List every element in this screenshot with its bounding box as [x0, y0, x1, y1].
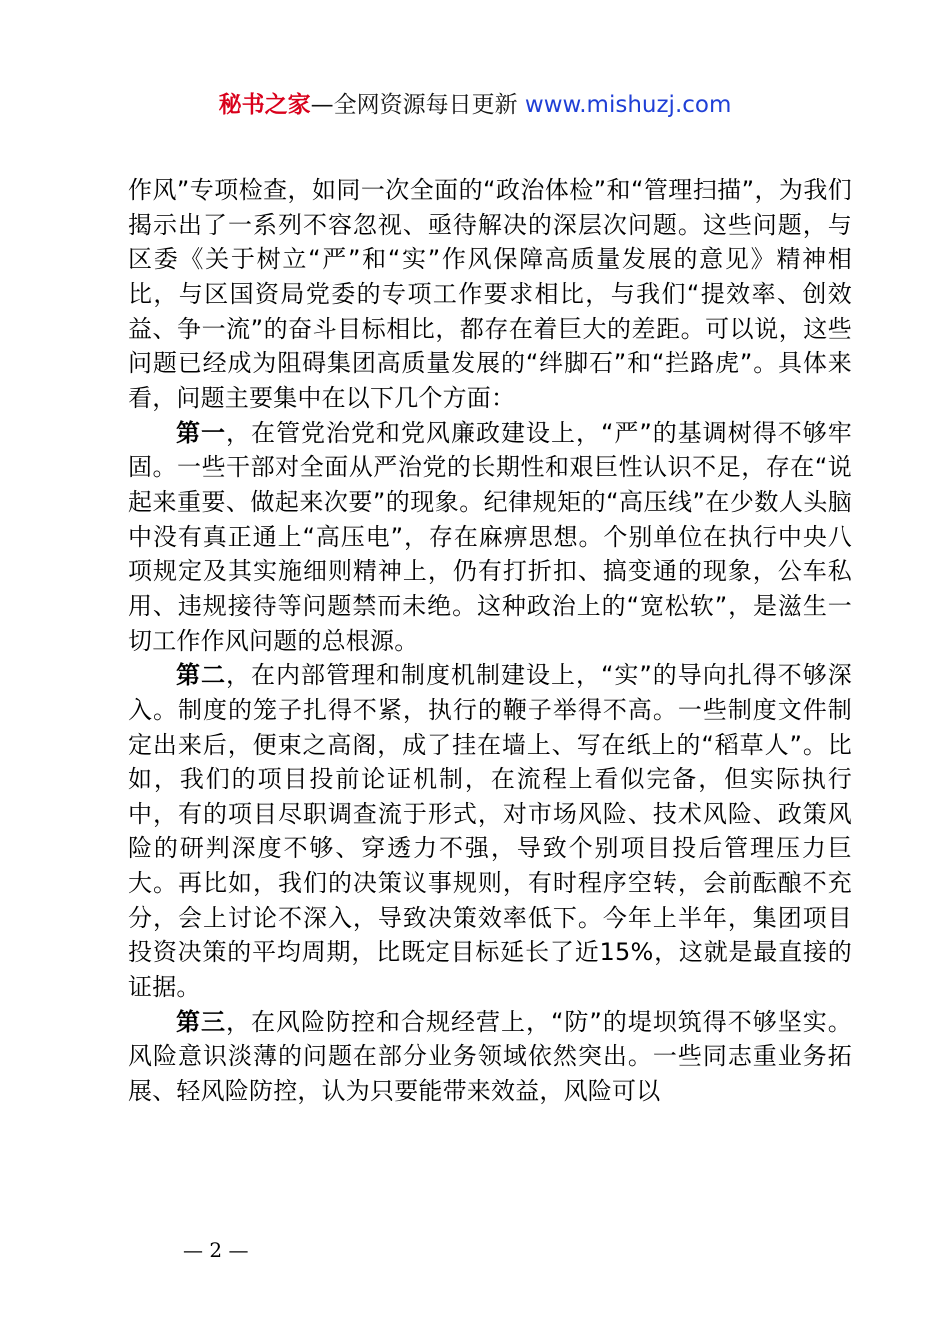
- paragraph-second: [128, 658, 852, 1005]
- header-slogan: 全网资源每日更新: [333, 92, 518, 118]
- paragraph-intro: 作风”专项检查，如同一次全面的“政治体检”和“管理扫描”，为我们揭示出了一系列不容忽视、亟待解决的深层次问题。这些问题，与区委《关于树立“严”和“实”作风保障高质量发展的意见》精神相比，与区国资局党委的专项工作要求相比，与我们“提效率、创效益、争一流”的奋斗目标相比，都存在着巨大的差距。可以说，这些问题已经成为阻碍集团高质量发展的“绊脚石”和“拦路虎”。具体来看，问题主要集中在以下几个方面：: [128, 176, 852, 412]
- paragraph-first: [128, 416, 852, 659]
- brand-name: 秘书之家: [218, 92, 311, 118]
- paragraph-third-lead: 第三: [176, 1007, 226, 1036]
- paragraph-first-lead: 第一: [176, 418, 226, 447]
- site-header: [0, 88, 950, 122]
- page-number: — 2 —: [183, 1238, 249, 1262]
- paragraph-third: [128, 1005, 852, 1109]
- header-dash: —: [310, 92, 334, 118]
- document-body: [128, 173, 852, 1109]
- header-url[interactable]: www.mishuzj.com: [524, 92, 732, 118]
- paragraph-second-text: ，在内部管理和制度机制建设上，“实”的导向扎得不够深入。制度的笼子扎得不紧，执行的鞭子举得不高。一些制度文件制定出来后，便束之高阁，成了挂在墙上、写在纸上的“稻草人”。比如，我们的项目投前论证机制，在流程上看似完备，但实际执行中，有的项目尽职调查流于形式，对市场风险、技术风险、政策风险的研判深度不够、穿透力不强，导致个别项目投后管理压力巨大。再比如，我们的决策议事规则，有时程序空转，会前酝酿不充分，会上讨论不深入，导致决策效率低下。今年上半年，集团项目投资决策的平均周期，比既定目标延长了近15%，这就是最直接的证据。: [128, 661, 852, 1002]
- paragraph-second-lead: 第二: [176, 661, 226, 690]
- paragraph-third-text: ，在风险防控和合规经营上，“防”的堤坝筑得不够坚实。风险意识淡薄的问题在部分业务领域依然突出。一些同志重业务拓展、轻风险防控，认为只要能带来效益，风险可以: [128, 1007, 852, 1106]
- paragraph-first-text: ，在管党治党和党风廉政建设上，“严”的基调树得不够牢固。一些干部对全面从严治党的长期性和艰巨性认识不足，存在“说起来重要、做起来次要”的现象。纪律规矩的“高压线”在少数人头脑中没有真正通上“高压电”，存在麻痹思想。个别单位在执行中央八项规定及其实施细则精神上，仍有打折扣、搞变通的现象，公车私用、违规接待等问题禁而未绝。这种政治上的“宽松软”，是滋生一切工作作风问题的总根源。: [128, 418, 852, 655]
